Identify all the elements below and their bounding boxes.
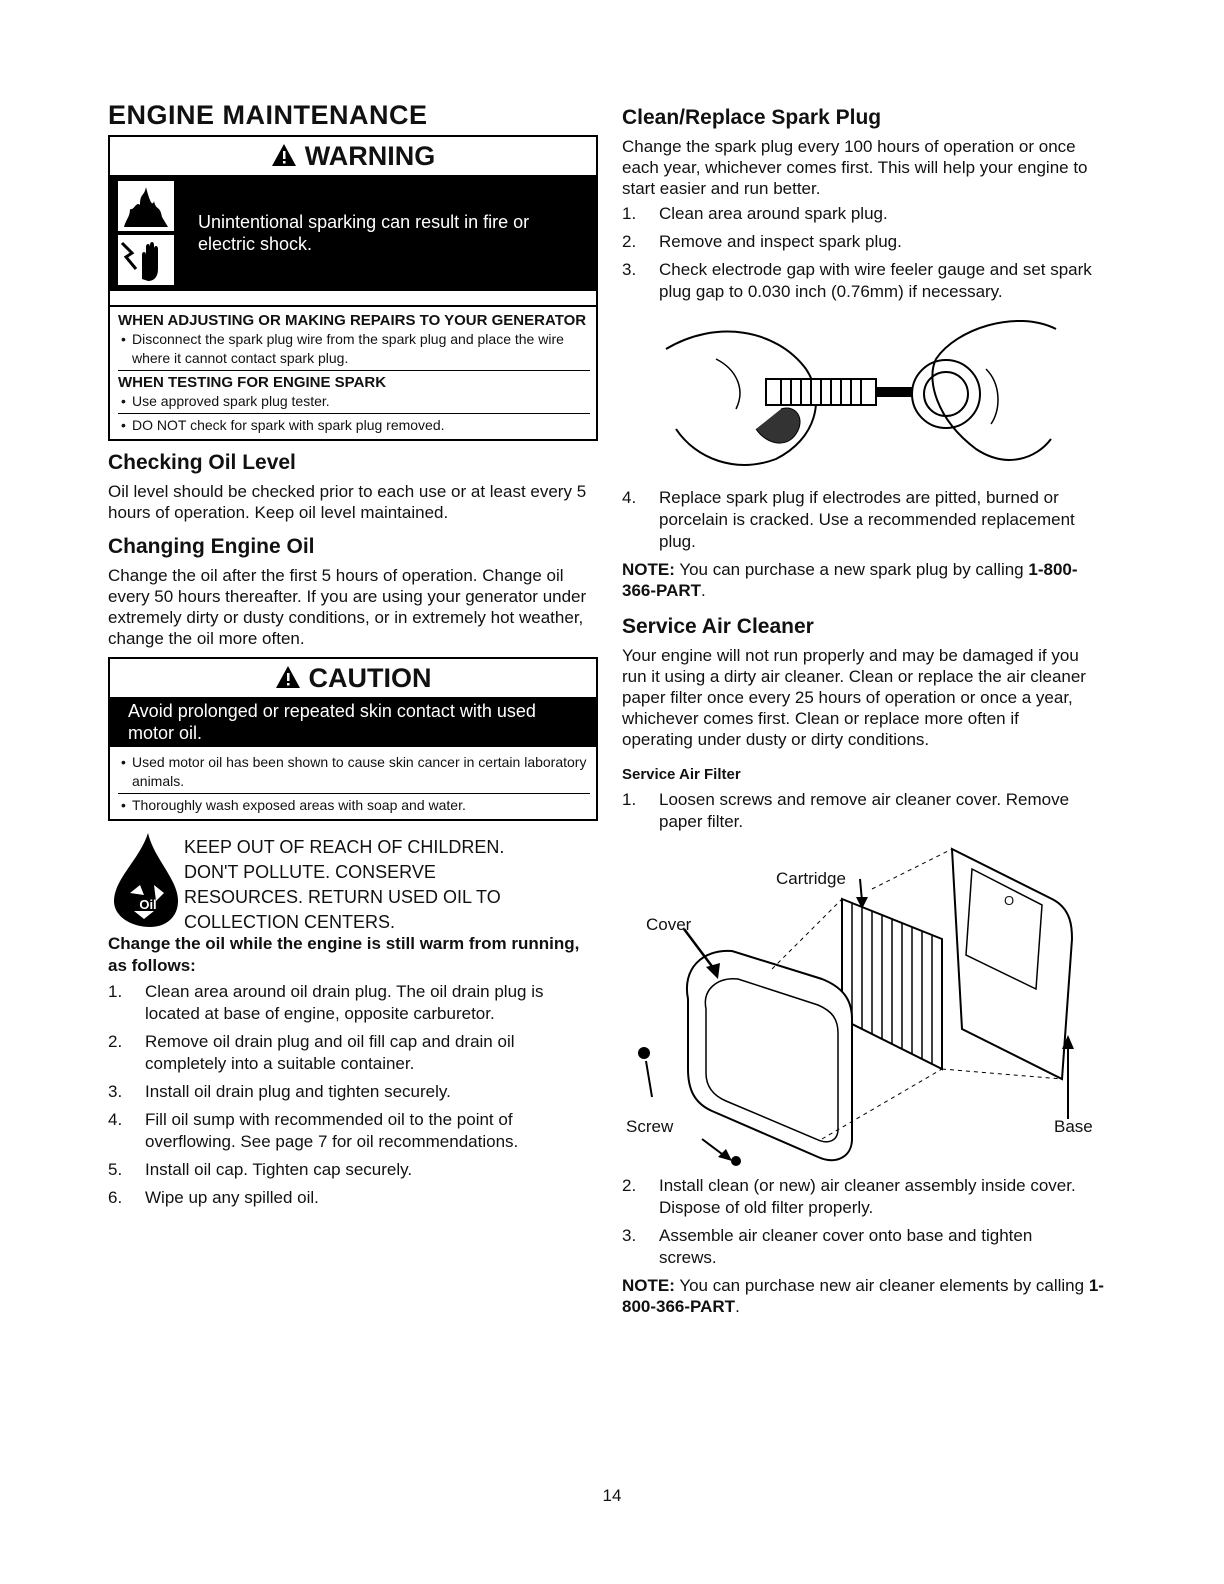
air-cleaner-note: NOTE: You can purchase new air cleaner elements by calling 1-800-366-PART.	[622, 1276, 1104, 1316]
base-o-mark: O	[1004, 893, 1015, 908]
oil-icon-label: Oil	[139, 897, 157, 912]
list-item: 4. Fill oil sump with recommended oil to the point of overflowing. See page 7 for oil recommendations.	[108, 1110, 519, 1151]
electric-shock-icon	[118, 235, 174, 285]
list-item: 3. Install oil drain plug and tighten securely.	[108, 1082, 451, 1101]
warning-message-band	[110, 175, 596, 291]
warning-details	[108, 307, 598, 441]
caution-triangle-icon	[275, 661, 301, 699]
list-item: 4. Replace spark plug if electrodes are pitted, burned or porcelain is cracked. Use a recommended replacement plug.	[622, 488, 1075, 551]
list-item: 1. Clean area around oil drain plug. The oil drain plug is located at base of engine, opposite carburetor.	[108, 982, 544, 1023]
list-item: 6. Wipe up any spilled oil.	[108, 1188, 319, 1207]
fire-hazard-icon	[118, 181, 174, 231]
right-column	[622, 100, 1122, 1317]
caution-message: Avoid prolonged or repeated skin contact with used motor oil.	[128, 701, 536, 743]
warning-message: Unintentional sparking can result in fire or electric shock.	[198, 212, 530, 254]
list-item: 2. Remove and inspect spark plug.	[622, 232, 902, 251]
page-number: 14	[602, 1486, 622, 1505]
screw-label: Screw	[626, 1117, 674, 1136]
oil-level-heading: Checking Oil Level	[108, 451, 296, 474]
change-oil-intro: Change the oil while the engine is still warm from running, as follows:	[108, 934, 580, 975]
caution-title-row	[110, 659, 596, 697]
list-item: 2. Remove oil drain plug and oil fill cap and drain oil completely into a suitable container.	[108, 1032, 515, 1073]
left-column	[108, 100, 598, 1215]
warning-title: WARNING	[304, 141, 436, 171]
changing-oil-heading: Changing Engine Oil	[108, 535, 315, 558]
air-cleaner-heading: Service Air Cleaner	[622, 615, 814, 638]
cover-label: Cover	[646, 915, 692, 934]
caution-title: CAUTION	[308, 663, 432, 693]
divider	[118, 793, 590, 794]
air-filter-step-1	[622, 789, 1092, 833]
caution-message-band	[110, 697, 596, 747]
caution-bullet: • Thoroughly wash exposed areas with soap and water.	[118, 796, 590, 815]
warning-subhead-repairs: WHEN ADJUSTING OR MAKING REPAIRS TO YOUR GENERATOR	[118, 312, 587, 329]
warning-box	[108, 135, 598, 307]
section-heading: ENGINE MAINTENANCE	[108, 100, 428, 130]
oil-level-body: Oil level should be checked prior to each use or at least every 5 hours of operation. Keep oil level maintained.	[108, 482, 587, 522]
warning-subhead-spark: WHEN TESTING FOR ENGINE SPARK	[118, 374, 387, 391]
spark-plug-steps	[622, 203, 1092, 303]
recycle-text: KEEP OUT OF REACH OF CHILDREN. DON'T POLLUTE. CONSERVE RESOURCES. RETURN USED OIL TO COLLECTION CENTERS.	[184, 837, 505, 932]
warning-bullet: • Use approved spark plug tester.	[118, 392, 590, 411]
list-item: 5. Install oil cap. Tighten cap securely.	[108, 1160, 413, 1179]
spark-plug-heading: Clean/Replace Spark Plug	[622, 106, 882, 129]
air-filter-steps-2-3	[622, 1175, 1092, 1269]
list-item: 3. Assemble air cleaner cover onto base and tighten screws.	[622, 1226, 1033, 1267]
air-cleaner-body: Your engine will not run properly and may be damaged if you run it using a dirty air cleaner. Clean or replace the air cleaner paper filter once every 25 hours of operation or once a year, whichever comes first. Clean or replace more often if operating under dusty or dirty conditions.	[622, 646, 1086, 749]
list-item: 3. Check electrode gap with wire feeler gauge and set spark plug gap to 0.030 inch (0.76mm) if necessary.	[622, 260, 1092, 301]
list-item: 1. Clean area around spark plug.	[622, 204, 888, 223]
base-label: Base	[1054, 1117, 1093, 1136]
caution-box	[108, 657, 598, 821]
warning-bullet: • DO NOT check for spark with spark plug removed.	[118, 416, 590, 435]
spark-plug-gauge-illustration	[656, 309, 1076, 479]
list-item: 1. Loosen screws and remove air cleaner cover. Remove paper filter.	[622, 790, 1070, 831]
warning-triangle-icon	[271, 139, 297, 177]
spark-plug-note: NOTE: You can purchase a new spark plug by calling 1-800-366-PART.	[622, 560, 1078, 600]
oil-change-steps	[108, 981, 598, 1209]
divider	[118, 413, 590, 414]
list-item: 2. Install clean (or new) air cleaner assembly inside cover. Dispose of old filter properly.	[622, 1176, 1076, 1217]
changing-oil-body: Change the oil after the first 5 hours of operation. Change oil every 50 hours thereafter. If you are using your generator under extremely dirty or dusty conditions, or in extremely hot weather, change the oil more often.	[108, 566, 587, 648]
spark-plug-step-4	[622, 487, 1102, 553]
spark-plug-body: Change the spark plug every 100 hours of operation or once each year, whichever comes first. This will help your engine to start easier and run better.	[622, 137, 1088, 198]
divider	[118, 370, 590, 371]
warning-title-row	[110, 137, 596, 175]
recycle-notice	[108, 829, 598, 932]
air-cleaner-diagram	[622, 839, 1112, 1169]
caution-details	[110, 747, 596, 819]
oil-drop-recycle-icon	[108, 829, 180, 929]
air-filter-subheading: Service Air Filter	[622, 766, 741, 783]
warning-bullet: • Disconnect the spark plug wire from the spark plug and place the wire where it cannot contact spark plug.	[118, 330, 590, 368]
cartridge-label: Cartridge	[776, 869, 846, 888]
caution-bullet: • Used motor oil has been shown to cause skin cancer in certain laboratory animals.	[118, 753, 590, 791]
